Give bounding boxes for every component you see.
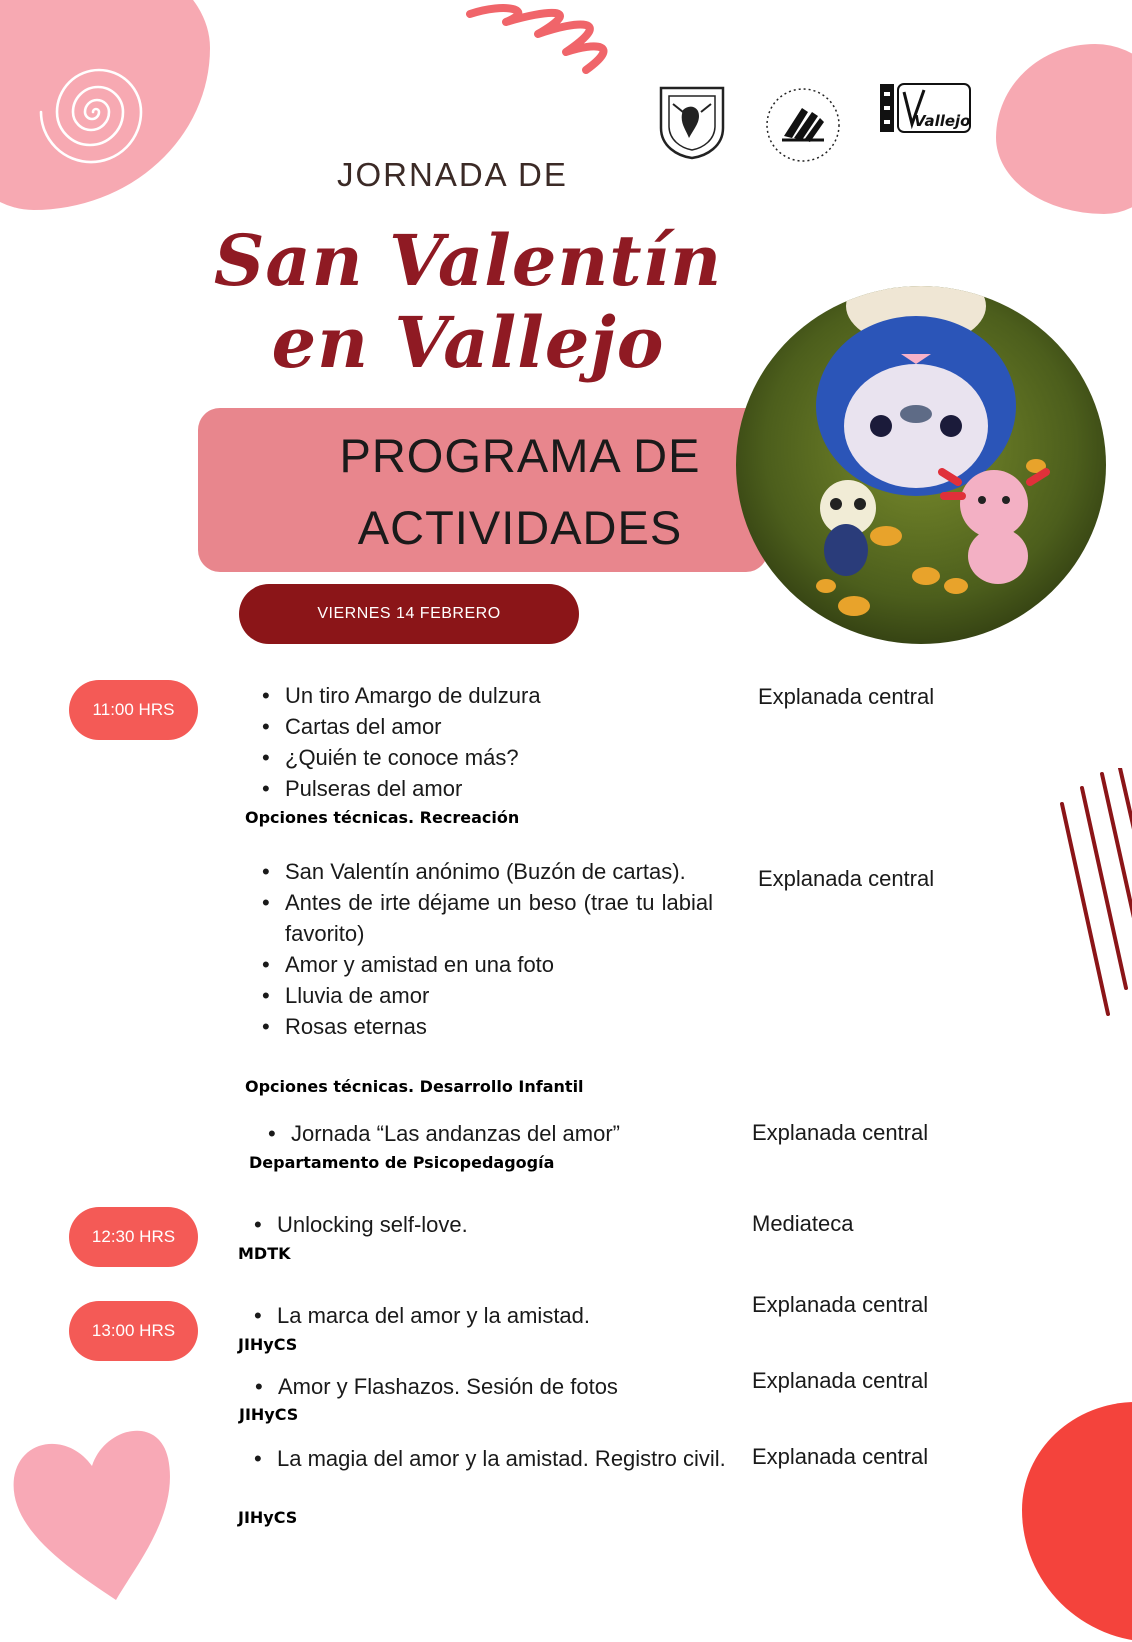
activity-item: • Cartas del amor (259, 711, 719, 742)
unam-seal-logo (655, 82, 729, 160)
red-blob-bottom-right (1022, 1402, 1132, 1642)
activity-organizer: JIHyCS (238, 1335, 298, 1354)
activity-location: Explanada central (758, 684, 935, 709)
activity-location: Explanada central (752, 1292, 929, 1317)
program-line-2: ACTIVIDADES (357, 501, 683, 554)
activity-item: • ¿Quién te conoce más? (259, 742, 719, 773)
activity-list-6 (252, 1371, 722, 1402)
page-title (178, 220, 758, 384)
vallejo-logo (878, 80, 972, 136)
activity-organizer: Departamento de Psicopedagogía (249, 1153, 555, 1172)
activity-organizer: JIHyCS (238, 1508, 298, 1527)
spiral-icon (36, 52, 156, 172)
activity-item: • Jornada “Las andanzas del amor” (265, 1118, 735, 1149)
vallejo-logo-text: Vallejo (914, 112, 971, 130)
activity-item: • Amor y Flashazos. Sesión de fotos (252, 1371, 722, 1402)
activity-list-7 (251, 1443, 736, 1474)
pre-title: JORNADA DE (337, 156, 568, 193)
pink-blob-top-right (996, 44, 1132, 214)
activity-location: Explanada central (758, 866, 935, 891)
cch-logo (762, 84, 844, 166)
activity-list-4 (251, 1209, 721, 1240)
activity-item: • Rosas eternas (259, 1011, 713, 1042)
activity-item: • Amor y amistad en una foto (259, 949, 713, 980)
activity-list-3 (265, 1118, 735, 1149)
scribble-decoration (466, 0, 626, 76)
time-badge-1230: 12:30 HRS (69, 1207, 198, 1267)
activity-organizer: JIHyCS (239, 1405, 299, 1424)
program-line-1: PROGRAMA DE (339, 429, 701, 482)
program-heading (270, 420, 770, 564)
activity-location: Explanada central (752, 1368, 929, 1393)
activity-location: Explanada central (752, 1120, 929, 1145)
activity-item: • Unlocking self-love. (251, 1209, 721, 1240)
amigurumi-photo (736, 286, 1106, 644)
activity-location: Explanada central (752, 1444, 929, 1469)
activity-item: • San Valentín anónimo (Buzón de cartas). (259, 856, 713, 887)
activity-item: • Antes de irte déjame un beso (trae tu labial favorito) (259, 887, 713, 949)
activity-item: • La marca del amor y la amistad. (251, 1300, 721, 1331)
activity-organizer: MDTK (238, 1244, 291, 1263)
red-lines-decoration (1058, 768, 1132, 1016)
activity-item: • Un tiro Amargo de dulzura (259, 680, 719, 711)
title-line-1: San Valentín (213, 219, 723, 302)
title-line-2: en Vallejo (271, 301, 665, 384)
activity-list-2 (259, 856, 713, 1042)
activity-list-5 (251, 1300, 721, 1331)
activity-item: • La magia del amor y la amistad. Registro civil. (251, 1443, 736, 1474)
activity-list-1 (259, 680, 719, 804)
activity-item: • Lluvia de amor (259, 980, 713, 1011)
activity-location: Mediateca (752, 1211, 854, 1236)
activity-organizer: Opciones técnicas. Recreación (245, 808, 520, 827)
heart-icon (8, 1418, 188, 1600)
date-badge: VIERNES 14 FEBRERO (239, 584, 579, 644)
activity-item: • Pulseras del amor (259, 773, 719, 804)
time-badge-1100: 11:00 HRS (69, 680, 198, 740)
activity-organizer: Opciones técnicas. Desarrollo Infantil (245, 1077, 584, 1096)
time-badge-1300: 13:00 HRS (69, 1301, 198, 1361)
